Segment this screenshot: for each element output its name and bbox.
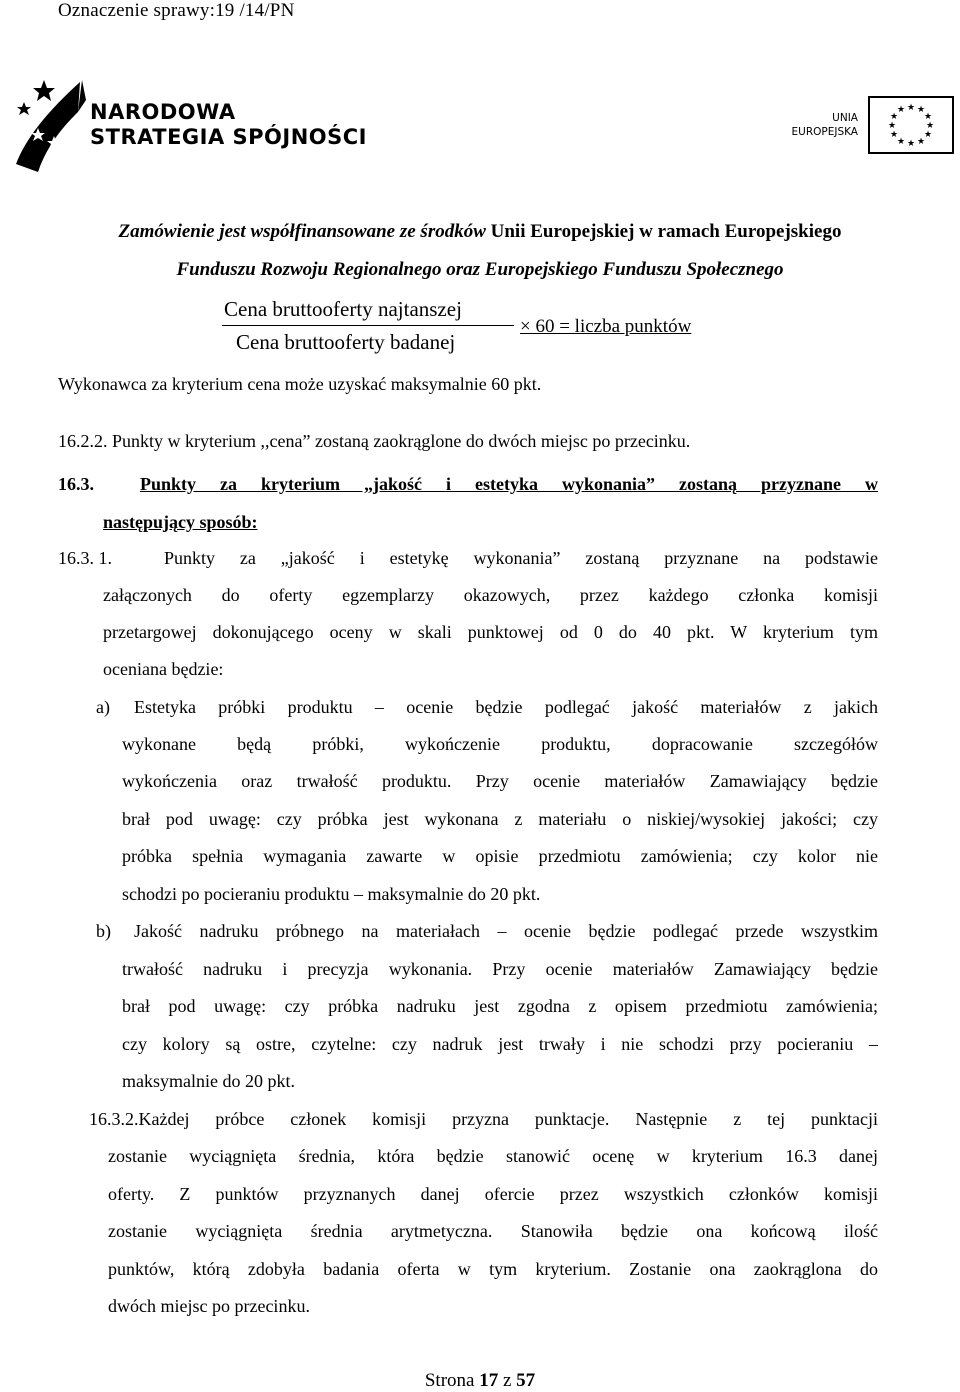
list-item-a-line: brał pod uwagę: czy próbka jest wykonana z materiału o niskiej/wysokiej jakości; czy xyxy=(122,809,878,829)
formula-fraction-bar xyxy=(222,325,514,326)
nss-line-2: STRATEGIA SPÓJNOŚCI xyxy=(90,125,367,149)
funding-line-1 xyxy=(0,221,960,243)
funding-line-1-normal: Unii Europejskiej w ramach Europejskiego xyxy=(490,221,842,242)
list-item-a-line: schodzi po pocieraniu produktu – maksymalnie do 20 pkt. xyxy=(122,884,541,904)
list-item-b-line: trwałość nadruku i precyzja wykonania. Przy ocenie materiałów Zamawiający będzie xyxy=(122,959,878,979)
svg-text:★: ★ xyxy=(887,121,897,131)
list-item-b-line: maksymalnie do 20 pkt. xyxy=(122,1071,295,1091)
page-label: Strona xyxy=(424,1370,475,1391)
svg-text:★: ★ xyxy=(925,121,935,131)
nss-name xyxy=(90,100,367,150)
svg-text:★: ★ xyxy=(889,112,899,122)
formula-result: × 60 = liczba punktów xyxy=(520,316,692,337)
ue-name xyxy=(790,111,858,139)
section-16-2-2: 16.2.2. Punkty w kryterium ,,cena” zostaną zaokrąglone do dwóch miejsc po przecinku. xyxy=(58,431,691,451)
paragraph-line: załączonych do oferty egzemplarzy okazowych, przez każdego członka komisji xyxy=(103,585,878,605)
page-footer xyxy=(0,1370,960,1392)
eu-flag-icon xyxy=(868,96,954,154)
section-16-3-2-line: oferty. Z punktów przyznanych danej ofercie przez wszystkich członków komisji xyxy=(108,1184,878,1204)
svg-text:★: ★ xyxy=(923,112,933,122)
list-marker-b: b) xyxy=(96,921,111,941)
price-max-points: Wykonawca za kryterium cena może uzyskać maksymalnie 60 pkt. xyxy=(58,374,542,394)
svg-text:★: ★ xyxy=(906,103,916,113)
svg-text:★: ★ xyxy=(916,105,926,115)
paragraph-line: Punkty za „jakość i estetykę wykonania” zostaną przyznane na podstawie xyxy=(164,548,878,568)
case-reference: Oznaczenie sprawy:19 /14/PN xyxy=(58,0,295,21)
page-total: 57 xyxy=(516,1370,536,1391)
formula-denominator: Cena bruttooferty badanej xyxy=(236,330,456,354)
paragraph-line: oceniana będzie: xyxy=(103,659,224,679)
funding-line-1-italic: Zamówienie jest współfinansowane ze środków xyxy=(118,221,486,242)
list-item-b-line: czy kolory są ostre, czytelne: czy nadruk jest trwały i nie schodzi przy pocieraniu – xyxy=(122,1034,878,1054)
ue-line-2: EUROPEJSKA xyxy=(791,126,858,138)
section-16-3-heading: Punkty za kryterium „jakość i estetyka wykonania” zostaną przyznane w xyxy=(140,474,878,494)
list-marker-a: a) xyxy=(96,697,110,717)
list-item-b-line: Jakość nadruku próbnego na materiałach – ocenie będzie podlegać przede wszystkim xyxy=(134,921,878,941)
svg-text:★: ★ xyxy=(896,137,906,147)
section-16-3-1-number: 16.3. 1. xyxy=(58,548,112,568)
section-16-3-2-line: zostanie wyciągnięta średnia, która będzie stanowić ocenę w kryterium 16.3 danej xyxy=(108,1146,878,1166)
svg-text:★: ★ xyxy=(906,139,916,149)
list-item-a-line: Estetyka próbki produktu – ocenie będzie podlegać jakość materiałów z jakich xyxy=(134,697,878,717)
svg-text:★: ★ xyxy=(916,137,926,147)
list-item-a-line: wykończenia oraz trwałość produktu. Przy ocenie materiałów Zamawiający będzie xyxy=(122,771,878,791)
svg-text:★: ★ xyxy=(896,105,906,115)
list-item-a-line: próbka spełnia wymagania zawarte w opisie przedmiotu zamówienia; czy kolor nie xyxy=(122,846,878,866)
svg-text:★: ★ xyxy=(889,130,899,140)
funding-line-2: Funduszu Rozwoju Regionalnego oraz Europejskiego Funduszu Społecznego xyxy=(176,259,784,280)
section-16-3-2-line: 16.3.2.Każdej próbce członek komisji przyzna punktacje. Następnie z tej punktacji xyxy=(89,1109,878,1129)
section-16-3-2-line: punktów, którą zdobyła badania oferta w tym kryterium. Zostanie ona zaokrąglona do xyxy=(108,1259,878,1279)
list-item-b-line: brał pod uwagę: czy próbka nadruku jest zgodna z opisem przedmiotu zamówienia; xyxy=(122,996,878,1016)
page-number: 17 xyxy=(479,1370,499,1391)
ue-line-1: UNIA xyxy=(832,112,858,124)
svg-text:★: ★ xyxy=(923,130,933,140)
page-sep: z xyxy=(502,1370,512,1391)
list-item-a-line: wykonane będą próbki, wykończenie produktu, dopracowanie szczegółów xyxy=(122,734,878,754)
nss-line-1: NARODOWA xyxy=(90,100,236,124)
section-16-3-number: 16.3. xyxy=(58,474,94,494)
formula-numerator: Cena bruttooferty najtanszej xyxy=(224,297,462,321)
section-16-3-heading-cont: następujący sposób: xyxy=(103,512,258,532)
paragraph-line: przetargowej dokonującego oceny w skali punktowej od 0 do 40 pkt. W kryterium tym xyxy=(103,622,878,642)
section-16-3-2-line: zostanie wyciągnięta średnia arytmetyczna. Stanowiła będzie ona końcową ilość xyxy=(108,1221,878,1241)
section-16-3-2-line: dwóch miejsc po przecinku. xyxy=(108,1296,310,1316)
